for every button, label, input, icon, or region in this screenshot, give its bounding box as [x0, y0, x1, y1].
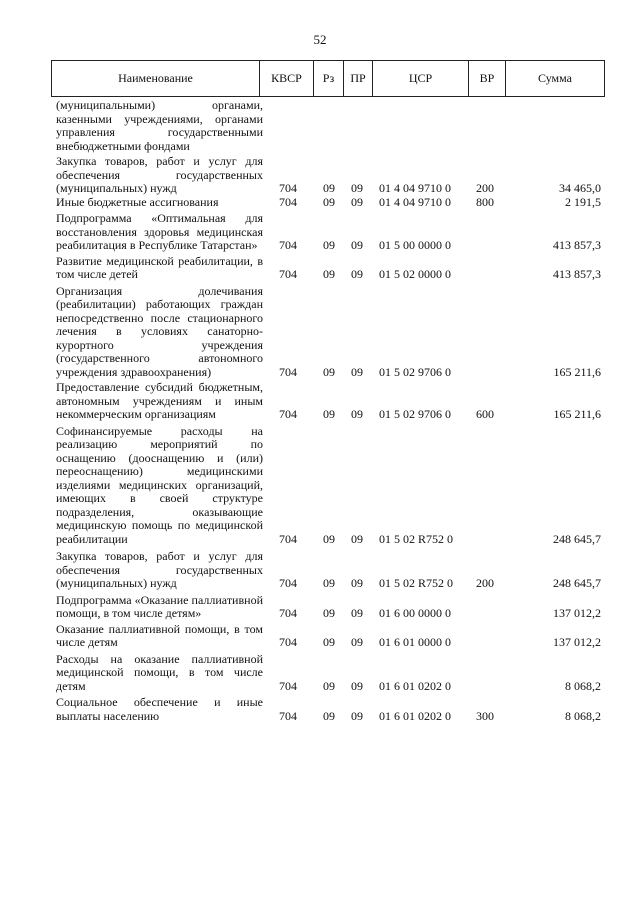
table-row	[56, 255, 605, 282]
row-pr: 09	[351, 576, 363, 590]
row-rz: 09	[323, 576, 335, 590]
row-kvsr: 704	[279, 238, 297, 252]
row-kvsr: 704	[279, 576, 297, 590]
row-csr: 01 6 00 0000 0	[379, 606, 451, 620]
row-rz: 09	[323, 635, 335, 649]
row-vr: 800	[476, 194, 494, 209]
row-kvsr: 704	[279, 606, 297, 620]
table-row	[56, 653, 605, 694]
row-sum: 248 645,7	[553, 576, 601, 590]
row-vr: 300	[476, 708, 494, 723]
row-pr: 09	[351, 194, 363, 209]
row-kvsr: 704	[279, 267, 297, 281]
row-sum: 165 211,6	[553, 407, 601, 421]
row-csr: 01 5 02 R752 0	[379, 531, 454, 546]
table-body	[56, 99, 605, 723]
row-pr: 09	[351, 364, 363, 379]
table-row	[56, 155, 605, 196]
row-sum: 137 012,2	[553, 635, 601, 649]
row-vr: 200	[476, 181, 494, 195]
row-sum: 165 211,6	[553, 364, 601, 379]
row-pr: 09	[351, 531, 363, 546]
table-row	[56, 696, 605, 723]
row-kvsr: 704	[279, 678, 297, 693]
row-csr: 01 4 04 9710 0	[379, 194, 451, 209]
row-pr: 09	[351, 238, 363, 252]
row-kvsr: 704	[279, 181, 297, 195]
row-csr: 01 4 04 9710 0	[379, 181, 451, 195]
row-kvsr: 704	[279, 407, 297, 421]
row-rz: 09	[323, 606, 335, 620]
row-csr: 01 5 02 9706 0	[379, 364, 451, 379]
row-sum: 137 012,2	[553, 606, 601, 620]
table-row	[56, 550, 605, 591]
row-csr: 01 6 01 0000 0	[379, 635, 451, 649]
row-rz: 09	[323, 364, 335, 379]
row-csr: 01 6 01 0202 0	[379, 678, 451, 693]
row-name: Закупка товаров, работ и услуг для обеспечения государственных (муниципальных) нужд	[56, 549, 263, 590]
row-sum: 8 068,2	[565, 708, 601, 723]
table-row	[56, 212, 605, 253]
row-pr: 09	[351, 181, 363, 195]
row-name: Закупка товаров, работ и услуг для обеспечения государственных (муниципальных) нужд	[56, 154, 263, 195]
row-csr: 01 5 00 0000 0	[379, 238, 451, 252]
row-rz: 09	[323, 407, 335, 421]
row-sum: 8 068,2	[565, 678, 601, 693]
row-csr: 01 5 02 9706 0	[379, 407, 451, 421]
table-row	[56, 425, 605, 547]
row-name: Иные бюджетные ассигнования	[56, 194, 219, 209]
table-row	[56, 285, 605, 380]
table-row	[56, 196, 605, 210]
row-rz: 09	[323, 531, 335, 546]
row-kvsr: 704	[279, 635, 297, 649]
header-name: Наименование	[52, 61, 260, 96]
row-name: Подпрограмма «Оказание паллиативной помощи, в том числе детям»	[56, 592, 263, 620]
row-csr: 01 5 02 R752 0	[379, 576, 454, 590]
header-sum: Сумма	[538, 71, 572, 85]
table-row	[56, 594, 605, 621]
row-vr: 600	[476, 407, 494, 421]
header-rz: Рз	[314, 61, 344, 96]
row-name: Предоставление субсидий бюджетным, автономным учреждениям и иным некоммерческим организациям	[56, 380, 263, 421]
row-sum: 34 465,0	[559, 181, 601, 195]
row-csr: 01 6 01 0202 0	[379, 708, 451, 723]
row-name: Расходы на оказание паллиативной медицинской помощи, в том числе детям	[56, 651, 263, 693]
row-rz: 09	[323, 238, 335, 252]
row-rz: 09	[323, 678, 335, 693]
header-pr: ПР	[344, 61, 373, 96]
row-name: (муниципальными) органами, казенными учреждениями, органами управления государственными внебюджетными фондами	[56, 98, 263, 153]
row-name: Оказание паллиативной помощи, в том числе детям	[56, 621, 263, 649]
header-kvsr: КВСР	[260, 61, 314, 96]
table-row	[56, 381, 605, 422]
row-sum: 413 857,3	[553, 267, 601, 281]
row-rz: 09	[323, 267, 335, 281]
row-pr: 09	[351, 606, 363, 620]
row-sum: 2 191,5	[565, 194, 601, 209]
table-row	[56, 623, 605, 650]
row-rz: 09	[323, 181, 335, 195]
page-number: 52	[313, 32, 327, 47]
row-name: Организация долечивания (реабилитации) работающих граждан непосредственно после стационарного лечения в условиях санаторно-курортного учреждения (государственного автономного учреждения здравоохранения)	[56, 283, 263, 379]
row-pr: 09	[351, 267, 363, 281]
row-pr: 09	[351, 407, 363, 421]
row-pr: 09	[351, 635, 363, 649]
row-kvsr: 704	[279, 194, 297, 209]
row-kvsr: 704	[279, 531, 297, 546]
row-pr: 09	[351, 708, 363, 723]
table-row	[56, 99, 605, 153]
row-rz: 09	[323, 708, 335, 723]
header-vr: ВР	[469, 61, 506, 96]
row-name: Подпрограмма «Оптимальная для восстановления здоровья медицинская реабилитация в Республике Татарстан»	[56, 211, 263, 252]
row-name: Софинансируемые расходы на реализацию мероприятий по оснащению (дооснащению и (или) переоснащению) медицинскими изделиями медицинских организаций, имеющих в своей структуре подразделения, оказывающие медицинскую помощь по медицинской реабилитации	[56, 423, 263, 546]
row-vr: 200	[476, 576, 494, 590]
row-csr: 01 5 02 0000 0	[379, 267, 451, 281]
row-sum: 413 857,3	[553, 238, 601, 252]
row-kvsr: 704	[279, 708, 297, 723]
header-csr: ЦСР	[373, 61, 469, 96]
row-name: Социальное обеспечение и иные выплаты населению	[56, 695, 263, 723]
row-name: Развитие медицинской реабилитации, в том числе детей	[56, 253, 263, 281]
row-sum: 248 645,7	[553, 531, 601, 546]
row-kvsr: 704	[279, 364, 297, 379]
row-pr: 09	[351, 678, 363, 693]
table-header	[51, 60, 605, 97]
row-rz: 09	[323, 194, 335, 209]
